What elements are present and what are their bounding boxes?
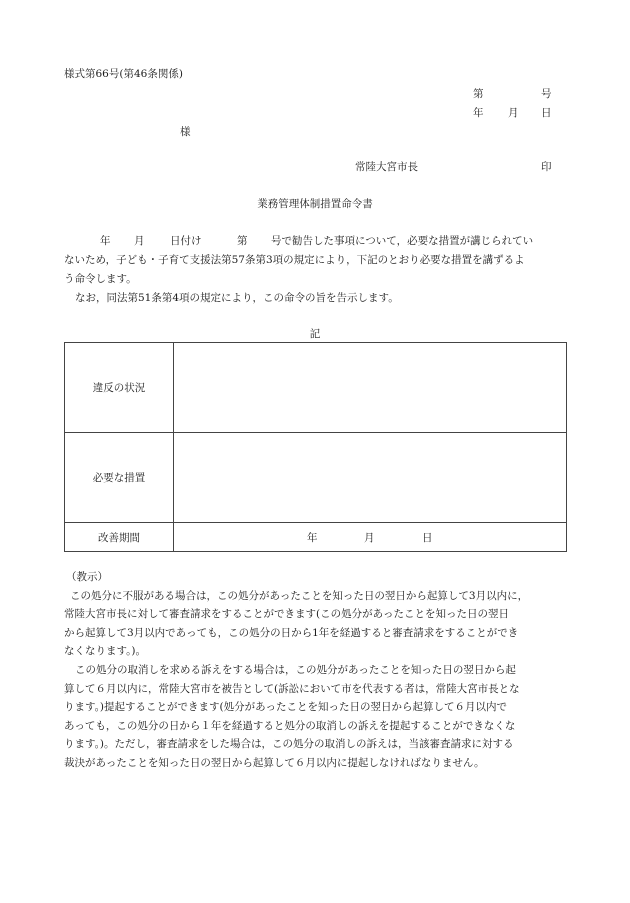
body-month: 月 <box>134 235 145 247</box>
date-year: 年 <box>473 107 484 119</box>
notice-line: 常陸大宮市長に対して審査請求をすることができます(この処分があったことを知った日の翌日 <box>64 608 509 621</box>
doc-number-suffix: 号 <box>541 88 552 100</box>
notice-line: この処分に不服がある場合は，この処分があったことを知った日の翌日から起算して3月以内に， <box>70 589 529 602</box>
notice-line: ります。)。ただし，審査請求をした場合は，この処分の取消しの訴えは，当該審査請求に対する <box>64 738 514 751</box>
measures-label: 必要な措置 <box>65 433 174 523</box>
body-year: 年 <box>100 235 111 247</box>
body-dated: 日付け <box>170 235 202 247</box>
period-value-cell[interactable] <box>174 523 567 552</box>
document-title: 業務管理体制措置命令書 <box>257 198 373 210</box>
period-label: 改善期間 <box>65 523 174 552</box>
measures-value-cell[interactable] <box>174 433 567 523</box>
body-line4: なお，同法第51条第4項の規定により，この命令の旨を告示します。 <box>75 292 399 304</box>
period-year: 年 <box>307 532 318 544</box>
period-month: 月 <box>364 532 375 544</box>
violation-label: 違反の状況 <box>65 343 174 433</box>
form-number: 様式第66号(第46条関係) <box>64 68 183 80</box>
period-row <box>65 523 567 552</box>
body-line1-rest: 号で勧告した事項について，必要な措置が講じられてい <box>271 235 534 247</box>
issuer-name: 常陸大宮市長 <box>355 161 418 173</box>
violation-row <box>65 343 567 433</box>
record-table <box>64 342 567 552</box>
body-line2: ないため，子ども・子育て支援法第57条第3項の規定により，下記のとおり必要な措置を講ずるよ <box>64 254 525 266</box>
notice-line: 算して６月以内に，常陸大宮市を被告として(訴訟において市を代表する者は，常陸大宮市長とな <box>64 682 520 695</box>
notice-line: 裁決があったことを知った日の翌日から起算して６月以内に提起しなければなりません。 <box>64 756 485 769</box>
date-month: 月 <box>508 107 519 119</box>
notice-section <box>64 568 574 773</box>
period-day: 日 <box>422 532 433 544</box>
notice-line: から起算して3月以内であっても，この処分の日から1年を経過すると審査請求をすることができ <box>64 626 519 639</box>
notice-heading: （教示） <box>66 571 108 583</box>
seal-mark: 印 <box>541 161 552 173</box>
addressee-suffix: 様 <box>180 126 191 138</box>
body-number-prefix: 第 <box>237 235 248 247</box>
notice-line: この処分の取消しを求める訴えをする場合は，この処分があったことを知った日の翌日から起 <box>75 663 516 676</box>
doc-number-prefix: 第 <box>473 88 484 100</box>
notice-line: なくなります。)。 <box>64 645 147 658</box>
notice-line: ります。)提起することができます(処分があったことを知った日の翌日から起算して６月以内で <box>64 701 507 714</box>
measures-row <box>65 433 567 523</box>
date-day: 日 <box>541 107 552 119</box>
violation-value-cell[interactable] <box>174 343 567 433</box>
record-heading: 記 <box>309 328 321 340</box>
body-line3: う命令します。 <box>64 273 137 285</box>
notice-line: あっても，この処分の日から１年を経過すると処分の取消しの訴えを提起することができなくな <box>64 719 516 732</box>
